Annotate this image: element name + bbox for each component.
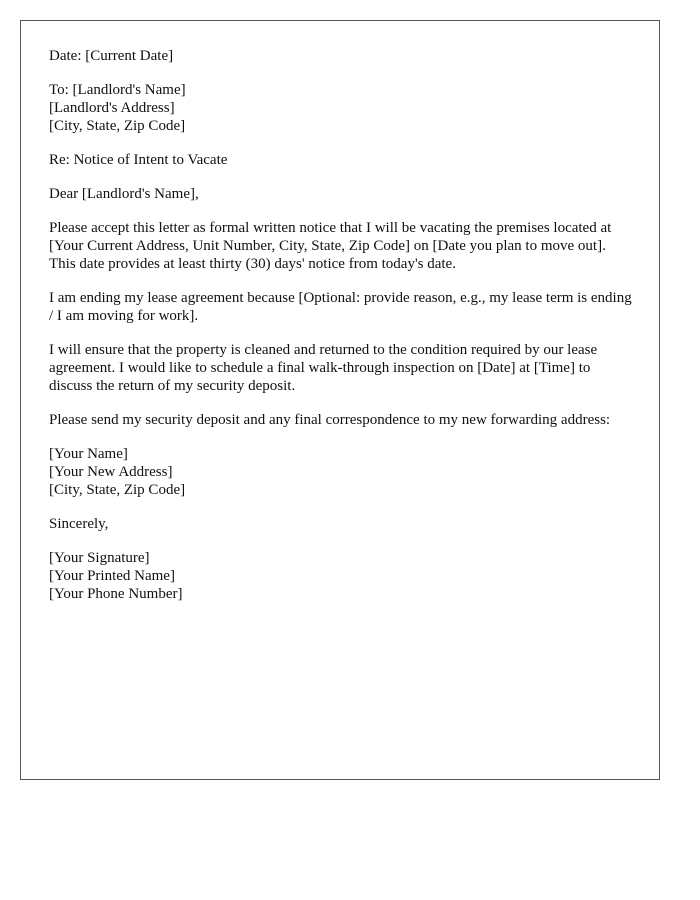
recipient-city: [City, State, Zip Code]: [49, 118, 186, 134]
forwarding-address: [Your New Address]: [49, 464, 173, 480]
closing: Sincerely,: [49, 516, 109, 532]
forwarding-name: [Your Name]: [49, 446, 128, 462]
recipient-block: [49, 81, 634, 135]
body-paragraph-forwarding: Please send my security deposit and any final correspondence to my new forwarding address:: [49, 412, 611, 428]
body-paragraph-reason: I am ending my lease agreement because [Optional: provide reason, e.g., my lease term is ending / I am moving for work].: [49, 290, 632, 324]
signature-line: [Your Signature]: [49, 550, 150, 566]
date-line: Date: [Current Date]: [49, 48, 174, 64]
recipient-address: [Landlord's Address]: [49, 100, 175, 116]
salutation: Dear [Landlord's Name],: [49, 186, 199, 202]
body-paragraph-inspection: I will ensure that the property is cleaned and returned to the condition required by our lease agreement. I would like to schedule a final walk-through inspection on [Date] at [Time] to discuss the return of my security deposit.: [49, 342, 598, 394]
letter-body: [49, 47, 634, 619]
printed-name-line: [Your Printed Name]: [49, 568, 175, 584]
body-paragraph-notice: Please accept this letter as formal written notice that I will be vacating the premises located at [Your Current Address, Unit Number, City, State, Zip Code] on [Date you plan to move out]. This date provides at least thirty (30) days' notice from today's date.: [49, 220, 612, 272]
subject-line: Re: Notice of Intent to Vacate: [49, 152, 228, 168]
phone-line: [Your Phone Number]: [49, 586, 183, 602]
forwarding-address-block: [49, 445, 634, 499]
forwarding-city: [City, State, Zip Code]: [49, 482, 186, 498]
recipient-name: To: [Landlord's Name]: [49, 82, 186, 98]
signature-block: [49, 549, 634, 603]
letter-page: [20, 20, 660, 780]
